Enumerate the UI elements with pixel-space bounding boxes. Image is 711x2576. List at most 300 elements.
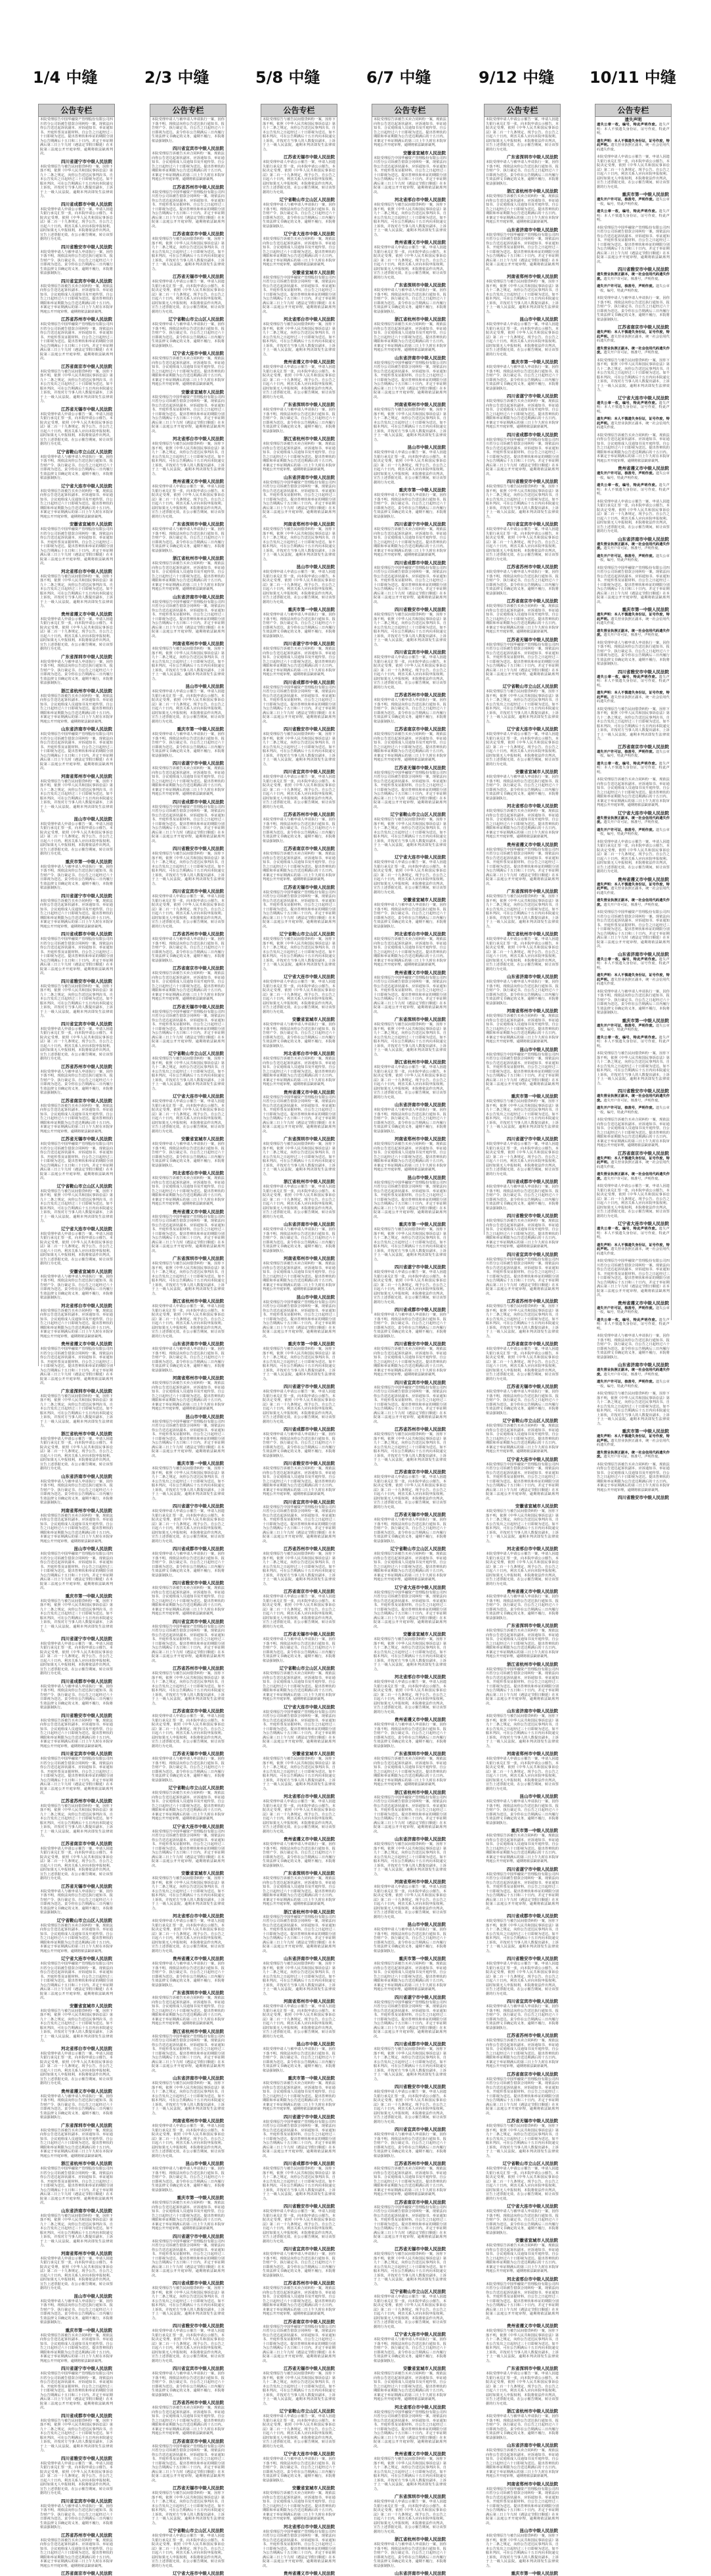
notice-text: 本院受理原告诉被告买卖合同纠纷一案，现依法向你公告送达起诉状副本、应诉通知书、举证通知书、合议庭组成人员通知书及开庭传票。自公告之日起经过六十日即视为送达。提出答辩状的期限和举证期限为公告送达期满后的十五日内。本案定于举证期满后的第三日上午九时在本院审判庭公开开庭审理，逾期将依法缺席裁判。 — [40, 2333, 113, 2363]
notice-court-heading: 安徽省宣城市人民法院 — [403, 150, 446, 156]
notice-text: 本院受理原告诉被告买卖合同纠纷一案，现依法向你公告送达起诉状副本、应诉通知书、举证通知书、合议庭组成人员通知书及开庭传票。自公告之日起经过六十日即视为送达。提出答辩状的期限和举证期限为公告送达期满后的十五日内。本案定于举证期满后的第三日上午九时在本院审判庭公开开庭审理，逾期将依法缺席裁判。 — [152, 971, 225, 1001]
notice-court-heading: 重庆市第一中级人民法院 — [511, 359, 558, 365]
notice-court-heading: 江苏省南京市中级人民法院 — [61, 1840, 112, 1846]
notice-court-heading: 昆山市中级人民法院 — [519, 2528, 558, 2533]
notice-text: 本院受理原告诉被告买卖合同纠纷一案，现依法向你公告送达起诉状副本、应诉通知书、举证通知书、合议庭组成人员通知书及开庭传票。自公告之日起经过六十日即视为送达。提出答辩状的期限和举证期限为公告送达期满后的十五日内。本案定于举证期满后的第三日上午九时在本院审判庭公开开庭审理，逾期将依法缺席裁判。 — [486, 1014, 559, 1044]
notice-text: 本院受理申请人申请公示催告一案，申请人因遗失银行承兑汇票一张，向本院申请公示催告。本院决定受理，依照《中华人民共和国民事诉讼法》第二百一十九条规定，现予公告。自公告之日起六十日内，利害关系人应向本院申报权利。届时如果无人申报权利，本院将依法作出判决，宣告上述票据无效。在公示催告期间，转让该票据的行为无效。 — [597, 1184, 670, 1218]
notice-court-heading: 安徽省宣城市人民法院 — [292, 269, 335, 275]
notice-text: 本院受理原告与被告民间借贷纠纷一案，因你下落不明，依照《中华人民共和国民事诉讼法》第九十二条之规定，向你公告送达民事判决书。自本公告发出之日起经过三十日即视为送达。如不服本判决，可在公告期满后十五日内向本院递交上诉状，并按对方当事人的人数提出副本，上诉于上一级人民法院。逾期本判决即发生法律效力。 — [40, 1599, 113, 1633]
notice-text: 本院受理原告与被告民间借贷纠纷一案，因你下落不明，依照《中华人民共和国民事诉讼法》第九十二条之规定，向你公告送达民事判决书。自本公告发出之日起经过三十日即视为送达。如不服本判决，可在公告期满后十五日内向本院递交上诉状，并按对方当事人的人数提出副本，上诉于上一级人民法院。逾期本判决即发生法律效力。 — [486, 2329, 559, 2363]
notice-court-heading: 江苏省苏州市中级人民法院 — [284, 812, 335, 817]
notice-text: 本院受理原告与被告民间借贷纠纷一案，因你下落不明，依照《中华人民共和国民事诉讼法》第九十二条之规定，向你公告送达民事判决书。自本公告发出之日起经过三十日即视为送达。如不服本判决，可在公告期满后十五日内向本院递交上诉状，并按对方当事人的人数提出副本，上诉于上一级人民法院。逾期本判决即发生法律效力。 — [486, 2534, 559, 2568]
notice-court-heading: 江苏省苏州市中级人民法院 — [284, 1546, 335, 1551]
notice-court-heading: 四川省遂宁市中级人民法院 — [284, 2114, 335, 2120]
notice-text: 本院受理申请人与被申请人申请执行一案，因你下落不明，现依法向你公告送达执行通知书、报告财产令、执行裁定书。自公告之日起经过六十日即视为送达。责令你在公告期满后三日内履行生效法律文书确定的义务，逾期不履行，本院将依法强制执行。 — [374, 698, 446, 724]
notice-court-heading: 江苏省苏州市中级人民法院 — [284, 2280, 335, 2286]
notice-court-heading: 浙江省杭州市中级人民法院 — [395, 2537, 446, 2542]
notice-text: 本院受理原告中国华融资产管理股份有限公司四川省分公司诉被告借款合同纠纷一案，现依法向你公告送达起诉状副本、应诉通知书、举证通知书、开庭传票及证据材料。自公告之日起经过三十日即视为送达。提出答辩状和举证的期限分别为公告期满后十五日和三十日内。并定于举证期满后第三日上午九时（遇法定节假日顺延）在本院第三法庭公开开庭审理，逾期将依法缺席判决。 — [374, 566, 446, 604]
notice-court-heading: 江苏省苏州市中级人民法院 — [395, 1427, 446, 1432]
notice-text: 本院受理原告中国华融资产管理股份有限公司四川省分公司诉被告借款合同纠纷一案，现依法向你公告送达起诉状副本、应诉通知书、举证通知书、开庭传票及证据材料。自公告之日起经过三十日即视为送达。提出答辩状和举证的期限分别为公告期满后十五日和三十日内。并定于举证期满后第三日上午九时（遇法定节假日顺延）在本院第三法庭公开开庭审理，逾期将依法缺席判决。 — [40, 2167, 113, 2205]
notice-court-heading: 广东省深圳市中级人民法院 — [507, 2366, 558, 2371]
notice-court-heading: 河北省邢台市中级人民法院 — [395, 2404, 446, 2410]
lost-item: 遗失公章一枚，编号，特此声明作废。遗失声明：本人不慎遗失身份证，证号作废，特此声明。 — [597, 761, 670, 774]
lost-item: 遗失声明：本人不慎遗失身份证，证号作废，特此声明。遗失营业执照正副本，统一社会信用代码遗失作废。 — [597, 330, 670, 343]
notice-court-heading: 江苏省南京市中级人民法院 — [173, 2438, 224, 2444]
column-c5 — [479, 0, 561, 2576]
notice-court-heading: 四川省雅安市中级人民法院 — [61, 978, 112, 984]
notice-court-heading: 江苏省苏州市中级人民法院 — [61, 1063, 112, 1069]
notice-court-heading: 昆山市中级人民法院 — [519, 1794, 558, 1799]
notice-text: 本院受理申请人与被申请人申请执行一案，因你下落不明，现依法向你公告送达执行通知书、报告财产令、执行裁定书。自公告之日起经过六十日即视为送达。责令你在公告期满后三日内履行生效法律文书确定的义务，逾期不履行，本院将依法强制执行。 — [40, 1274, 113, 1300]
notice-court-heading: 广东省深圳市中级人民法院 — [395, 1751, 446, 1756]
notice-court-heading: 重庆市第一中级人民法院 — [288, 2076, 335, 2081]
notice-text: 本院受理原告与被告民间借贷纠纷一案，因你下落不明，依照《中华人民共和国民事诉讼法》第九十二条之规定，向你公告送达民事判决书。自本公告发出之日起经过三十日即视为送达。如不服本判决，可在公告期满后十五日内向本院递交上诉状，并按对方当事人的人数提出副本，上诉于上一级人民法院。逾期本判决即发生法律效力。 — [263, 527, 335, 562]
notice-court-heading: 贵州省遵义市中级人民法院 — [284, 2571, 335, 2576]
column-title: 6/7 中缝 — [366, 68, 431, 87]
notice-text: 本院受理原告与被告民间借贷纠纷一案，因你下落不明，依照《中华人民共和国民事诉讼法》第九十二条之规定，向你公告送达民事判决书。自本公告发出之日起经过三十日即视为送达。如不服本判决，可在公告期满后十五日内向本院递交上诉状，并按对方当事人的人数提出副本，上诉于上一级人民法院。逾期本判决即发生法律效力。 — [152, 1262, 225, 1296]
notice-court-heading: 辽宁省鞍山市立山区人民法院 — [168, 2528, 224, 2533]
notice-court-heading: 河北省邢台市中级人民法院 — [507, 1546, 558, 1551]
notice-text: 本院受理原告诉被告买卖合同纠纷一案，现依法向你公告送达起诉状副本、应诉通知书、举证通知书、合议庭组成人员通知书及开庭传票。自公告之日起经过六十日即视为送达。提出答辩状的期限和举证期限为公告送达期满后的十五日内。本案定于举证期满后的第三日上午九时在本院审判庭公开开庭审理，逾期将依法缺席裁判。 — [374, 2167, 446, 2196]
notice-text: 本院受理原告诉被告买卖合同纠纷一案，现依法向你公告送达起诉状副本、应诉通知书、举证通知书、合议庭组成人员通知书及开庭传票。自公告之日起经过六十日即视为送达。提出答辩状的期限和举证期限为公告送达期满后的十五日内。本案定于举证期满后的第三日上午九时在本院审判庭公开开庭审理，逾期将依法缺席裁判。 — [374, 1962, 446, 1991]
notice-court-heading: 山东省济南市中级人民法院 — [173, 594, 224, 600]
notice-court-heading: 江苏省无锡市中级人民法院 — [173, 274, 224, 279]
notice-court-heading: 山东省济南市中级人民法院 — [395, 355, 446, 361]
notice-court-heading: 安徽省宣城市人民法院 — [292, 1017, 335, 1022]
notice-text: 本院受理申请人申请公示催告一案，申请人因遗失银行承兑汇票一张，向本院申请公示催告。本院决定受理，依照《中华人民共和国民事诉讼法》第二百一十九条规定，现予公告。自公告之日起六十日内，利害关系人应向本院申报权利。届时如果无人申报权利，本院将依法作出判决，宣告上述票据无效。在公示催告期间，转让该票据的行为无效。 — [40, 207, 113, 241]
notice-court-heading: 广东省深圳市中级人民法院 — [284, 1136, 335, 1142]
notice-court-heading: 广东省深圳市中级人民法院 — [284, 1871, 335, 1876]
notice-court-heading: 江苏省南京市中级人民法院 — [395, 1469, 446, 1475]
notice-court-heading: 四川省遂宁市中级人民法院 — [61, 2366, 112, 2371]
notice-court-heading: 四川省雅安市中级人民法院 — [618, 669, 669, 675]
notice-court-heading: 河北省邢台市中级人民法院 — [395, 931, 446, 937]
notice-court-heading: 安徽省宣城市人民法院 — [181, 389, 224, 395]
notice-text: 本院受理原告与被告民间借贷纠纷一案，因你下落不明，依照《中华人民共和国民事诉讼法》第九十二条之规定，向你公告送达民事判决书。自本公告发出之日起经过三十日即视为送达。如不服本判决，可在公告期满后十五日内向本院递交上诉状，并按对方当事人的人数提出副本，上诉于上一级人民法院。逾期本判决即发生法律效力。 — [374, 1637, 446, 1672]
notice-text: 本院受理原告诉被告买卖合同纠纷一案，现依法向你公告送达起诉状副本、应诉通知书、举证通知书、合议庭组成人员通知书及开庭传票。自公告之日起经过六十日即视为送达。提出答辩状的期限和举证期限为公告送达期满后的十五日内。本案定于举证期满后的第三日上午九时在本院审判庭公开开庭审理，逾期将依法缺席裁判。 — [486, 1424, 559, 1454]
notice-court-heading: 四川省宜宾市中级人民法院 — [395, 1379, 446, 1385]
notice-text: 本院受理原告诉被告买卖合同纠纷一案，现依法向你公告送达起诉状副本、应诉通知书、举证通知书、合议庭组成人员通知书及开庭传票。自公告之日起经过六十日即视为送达。提出答辩状的期限和举证期限为公告送达期满后的十五日内。本案定于举证期满后的第三日上午九时在本院审判庭公开开庭审理，逾期将依法缺席裁判。 — [486, 604, 559, 634]
lost-item: 遗失声明：本人不慎遗失身份证，证号作废，特此声明。遗失营业执照正副本，统一社会信用代码遗失作废。 — [597, 1434, 670, 1447]
column-body — [150, 117, 226, 2576]
notice-court-heading: 贵州省遵义市中级人民法院 — [61, 611, 112, 617]
notice-text: 本院受理申请人申请公示催告一案，申请人因遗失银行承兑汇票一张，向本院申请公示催告。本院决定受理，依照《中华人民共和国民事诉讼法》第二百一十九条规定，现予公告。自公告之日起六十日内，利害关系人应向本院申报权利。届时如果无人申报权利，本院将依法作出判决，宣告上述票据无效。在公示催告期间，转让该票据的行为无效。 — [263, 1390, 335, 1424]
notice-text: 本院受理原告中国华融资产管理股份有限公司四川省分公司诉被告借款合同纠纷一案，现依法向你公告送达起诉状副本、应诉通知书、举证通知书、开庭传票及证据材料。自公告之日起经过三十日即视为送达。提出答辩状和举证的期限分别为公告期满后十五日和三十日内。并定于举证期满后第三日上午九时（遇法定节假日顺延）在本院第三法庭公开开庭审理，逾期将依法缺席判决。 — [486, 437, 559, 476]
notice-text: 本院受理原告诉被告买卖合同纠纷一案，现依法向你公告送达起诉状副本、应诉通知书、举证通知书、合议庭组成人员通知书及开庭传票。自公告之日起经过六十日即视为送达。提出答辩状的期限和举证期限为公告送达期满后的十五日内。本案定于举证期满后的第三日上午九时在本院审判庭公开开庭审理，逾期将依法缺席裁判。 — [597, 433, 670, 463]
notice-court-heading: 辽宁省鞍山市立山区人民法院 — [279, 2409, 335, 2414]
notice-court-heading: 四川省遂宁市中级人民法院 — [507, 1866, 558, 1872]
notice-court-heading: 浙江省杭州市中级人民法院 — [284, 1179, 335, 1184]
notice-court-heading: 辽宁省大连市中级人民法院 — [173, 2571, 224, 2576]
lost-item: 遗失营业执照正副本，统一社会信用代码遗失作废。遗失开户许可证，核准号，声明作废。 — [597, 1368, 670, 1377]
notice-text: 本院受理原告诉被告买卖合同纠纷一案，现依法向你公告送达起诉状副本、应诉通知书、举证通知书、合议庭组成人员通知书及开庭传票。自公告之日起经过六十日即视为送达。提出答辩状的期限和举证期限为公告送达期满后的十五日内。本案定于举证期满后的第三日上午九时在本院审判庭公开开庭审理，逾期将依法缺席裁判。 — [263, 852, 335, 881]
notice-text: 本院受理原告与被告民间借贷纠纷一案，因你下落不明，依照《中华人民共和国民事诉讼法》第九十二条之规定，向你公告送达民事判决书。自本公告发出之日起经过三十日即视为送达。如不服本判决，可在公告期满后十五日内向本院递交上诉状，并按对方当事人的人数提出副本，上诉于上一级人民法院。逾期本判决即发生法律效力。 — [374, 613, 446, 647]
notice-text: 本院受理申请人申请公示催告一案，申请人因遗失银行承兑汇票一张，向本院申请公示催告。本院决定受理，依照《中华人民共和国民事诉讼法》第二百一十九条规定，现予公告。自公告之日起六十日内，利害关系人应向本院申报权利。届时如果无人申报权利，本院将依法作出判决，宣告上述票据无效。在公示催告期间，转让该票据的行为无效。 — [263, 1595, 335, 1629]
notice-text: 本院受理原告中国华融资产管理股份有限公司四川省分公司诉被告借款合同纠纷一案，现依法向你公告送达起诉状副本、应诉通知书、举证通知书、开庭传票及证据材料。自公告之日起经过三十日即视为送达。提出答辩状和举证的期限分别为公告期满后十五日和三十日内。并定于举证期满后第三日上午九时（遇法定节假日顺延）在本院第三法庭公开开庭审理，逾期将依法缺席判决。 — [263, 275, 335, 314]
lost-item: 遗失声明：本人不慎遗失身份证，证号作废，特此声明。遗失营业执照正副本，统一社会信用代码遗失作废。 — [597, 139, 670, 152]
notice-court-heading: 四川省宜宾市中级人民法院 — [173, 146, 224, 151]
notice-text: 本院受理申请人与被申请人申请执行一案，因你下落不明，现依法向你公告送达执行通知书、报告财产令、执行裁定书。自公告之日起经过六十日即视为送达。责令你在公告期满后三日内履行生效法律文书确定的义务，逾期不履行，本院将依法强制执行。 — [152, 1142, 225, 1168]
notice-text: 本院受理申请人申请公示催告一案，申请人因遗失银行承兑汇票一张，向本院申请公示催告。本院决定受理，依照《中华人民共和国民事诉讼法》第二百一十九条规定，现予公告。自公告之日起六十日内，利害关系人应向本院申报权利。届时如果无人申报权利，本院将依法作出判决，宣告上述票据无效。在公示催告期间，转让该票据的行为无效。 — [40, 822, 113, 856]
notice-court-heading: 四川省遂宁市中级人民法院 — [173, 761, 224, 766]
notice-text: 本院受理原告诉被告买卖合同纠纷一案，现依法向你公告送达起诉状副本、应诉通知书、举证通知书、合议庭组成人员通知书及开庭传票。自公告之日起经过六十日即视为送达。提出答辩状的期限和举证期限为公告送达期满后的十五日内。本案定于举证期满后的第三日上午九时在本院审判庭公开开庭审理，逾期将依法缺席裁判。 — [486, 2039, 559, 2068]
column-body — [595, 117, 672, 1500]
notice-text: 本院受理原告诉被告买卖合同纠纷一案，现依法向你公告送达起诉状副本、应诉通知书、举证通知书、合议庭组成人员通知书及开庭传票。自公告之日起经过六十日即视为送达。提出答辩状的期限和举证期限为公告送达期满后的十五日内。本案定于举证期满后的第三日上午九时在本院审判庭公开开庭审理，逾期将依法缺席裁判。 — [152, 766, 225, 796]
notice-text: 本院受理申请人与被申请人申请执行一案，因你下落不明，现依法向你公告送达执行通知书、报告财产令、执行裁定书。自公告之日起经过六十日即视为送达。责令你在公告期满后三日内履行生效法律文书确定的义务，逾期不履行，本院将依法强制执行。 — [263, 613, 335, 638]
notice-court-heading: 四川省遂宁市中级人民法院 — [507, 1136, 558, 1142]
notice-text: 本院受理原告中国华融资产管理股份有限公司四川省分公司诉被告借款合同纠纷一案，现依法向你公告送达起诉状副本、应诉通知书、举证通知书、开庭传票及证据材料。自公告之日起经过三十日即视为送达。提出答辩状和举证的期限分别为公告期满后十五日和三十日内。并定于举证期满后第三日上午九时（遇法定节假日顺延）在本院第三法庭公开开庭审理，逾期将依法缺席判决。 — [263, 480, 335, 519]
notice-text: 本院受理申请人申请公示催告一案，申请人因遗失银行承兑汇票一张，向本院申请公示催告。本院决定受理，依照《中华人民共和国民事诉讼法》第二百一十九条规定，现予公告。自公告之日起六十日内，利害关系人应向本院申报权利。届时如果无人申报权利，本院将依法作出判决，宣告上述票据无效。在公示催告期间，转让该票据的行为无效。 — [40, 617, 113, 651]
notice-court-heading: 四川省成都市中级人民法院 — [284, 679, 335, 685]
notice-text: 本院受理申请人与被申请人申请执行一案，因你下落不明，现依法向你公告送达执行通知书、报告财产令、执行裁定书。自公告之日起经过六十日即视为送达。责令你在公告期满后三日内履行生效法律文书确定的义务，逾期不履行，本院将依法强制执行。 — [486, 1595, 559, 1620]
notice-text: 本院受理申请人与被申请人申请执行一案，因你下落不明，现依法向你公告送达执行通知书、报告财产令、执行裁定书。自公告之日起经过六十日即视为送达。责令你在公告期满后三日内履行生效法律文书确定的义务，逾期不履行，本院将依法强制执行。 — [374, 903, 446, 929]
notice-court-heading: 浙江省杭州市中级人民法院 — [284, 436, 335, 441]
notice-text: 本院受理申请人与被申请人申请执行一案，因你下落不明，现依法向你公告送达执行通知书、报告财产令、执行裁定书。自公告之日起经过六十日即视为送达。责令你在公告期满后三日内履行生效法律文书确定的义务，逾期不履行，本院将依法强制执行。 — [263, 1228, 335, 1253]
notice-court-heading: 山东省济南市中级人民法院 — [284, 1222, 335, 1227]
notice-court-heading: 江苏省苏州市中级人民法院 — [61, 2532, 112, 2538]
notice-court-heading: 河北省邢台市中级人民法院 — [284, 317, 335, 322]
notice-text: 本院受理申请人申请公示催告一案，申请人因遗失银行承兑汇票一张，向本院申请公示催告。本院决定受理，依照《中华人民共和国民事诉讼法》第二百一十九条规定，现予公告。自公告之日起六十日内，利害关系人应向本院申报权利。届时如果无人申报权利，本院将依法作出判决，宣告上述票据无效。在公示催告期间，转让该票据的行为无效。 — [152, 2534, 225, 2568]
column-body — [484, 117, 561, 2576]
notice-text: 本院受理申请人与被申请人申请执行一案，因你下落不明，现依法向你公告送达执行通知书、报告财产令、执行裁定书。自公告之日起经过六十日即视为送达。责令你在公告期满后三日内履行生效法律文书确定的义务，逾期不履行，本院将依法强制执行。 — [263, 2457, 335, 2483]
notice-court-heading: 广东省深圳市中级人民法院 — [395, 282, 446, 288]
notice-court-heading: 辽宁省鞍山市立山区人民法院 — [168, 1051, 224, 1056]
notice-text: 本院受理原告中国华融资产管理股份有限公司四川省分公司诉被告借款合同纠纷一案，现依法向你公告送达起诉状副本、应诉通知书、举证通知书、开庭传票及证据材料。自公告之日起经过三十日即视为送达。提出答辩状和举证的期限分别为公告期满后十五日和三十日内。并定于举证期满后第三日上午九时（遇法定节假日顺延）在本院第三法庭公开开庭审理，逾期将依法缺席判决。 — [486, 847, 559, 886]
notice-text: 本院受理原告诉被告买卖合同纠纷一案，现依法向你公告送达起诉状副本、应诉通知书、举证通知书、合议庭组成人员通知书及开庭传票。自公告之日起经过六十日即视为送达。提出答辩状的期限和举证期限为公告送达期满后的十五日内。本案定于举证期满后的第三日上午九时在本院审判庭公开开庭审理，逾期将依法缺席裁判。 — [152, 562, 225, 591]
notice-text: 本院受理申请人申请公示催告一案，申请人因遗失银行承兑汇票一张，向本院申请公示催告。本院决定受理，依照《中华人民共和国民事诉讼法》第二百一十九条规定，现予公告。自公告之日起六十日内，利害关系人应向本院申报权利。届时如果无人申报权利，本院将依法作出判决，宣告上述票据无效。在公示催告期间，转让该票据的行为无效。 — [152, 690, 225, 724]
notice-text: 本院受理原告中国华融资产管理股份有限公司四川省分公司诉被告借款合同纠纷一案，现依法向你公告送达起诉状副本、应诉通知书、举证通知书、开庭传票及证据材料。自公告之日起经过三十日即视为送达。提出答辩状和举证的期限分别为公告期满后十五日和三十日内。并定于举证期满后第三日上午九时（遇法定节假日顺延）在本院第三法庭公开开庭审理，逾期将依法缺席判决。 — [374, 1590, 446, 1629]
notice-court-heading: 山东省济南市中级人民法院 — [395, 1102, 446, 1107]
notice-court-heading: 江苏省无锡市中级人民法院 — [173, 1004, 224, 1010]
notice-court-heading: 河南省郑州市中级人民法院 — [395, 402, 446, 407]
notice-text: 本院受理原告诉被告买卖合同纠纷一案，现依法向你公告送达起诉状副本、应诉通知书、举证通知书、合议庭组成人员通知书及开庭传票。自公告之日起经过六十日即视为送达。提出答辩状的期限和举证期限为公告送达期满后的十五日内。本案定于举证期满后的第三日上午九时在本院审判庭公开开庭审理，逾期将依法缺席裁判。 — [263, 442, 335, 472]
notice-text: 本院受理原告中国华融资产管理股份有限公司四川省分公司诉被告借款合同纠纷一案，现依法向你公告送达起诉状副本、应诉通知书、举证通知书、开庭传票及证据材料。自公告之日起经过三十日即视为送达。提出答辩状和举证的期限分别为公告期满后十五日和三十日内。并定于举证期满后第三日上午九时（遇法定节假日顺延）在本院第三法庭公开开庭审理，逾期将依法缺席判决。 — [40, 937, 113, 975]
notice-text: 本院受理原告中国华融资产管理股份有限公司四川省分公司诉被告借款合同纠纷一案，现依法向你公告送达起诉状副本、应诉通知书、举证通知书、开庭传票及证据材料。自公告之日起经过三十日即视为送达。提出答辩状和举证的期限分别为公告期满后十五日和三十日内。并定于举证期满后第三日上午九时（遇法定节假日顺延）在本院第三法庭公开开庭审理，逾期将依法缺席判决。 — [263, 1915, 335, 1953]
notice-text: 本院受理原告中国华融资产管理股份有限公司四川省分公司诉被告借款合同纠纷一案，现依法向你公告送达起诉状副本、应诉通知书、举证通知书、开庭传票及证据材料。自公告之日起经过三十日即视为送达。提出答辩状和举证的期限分别为公告期满后十五日和三十日内。并定于举证期满后第三日上午九时（遇法定节假日顺延）在本院第三法庭公开开庭审理，逾期将依法缺席判决。 — [486, 2077, 559, 2116]
notice-text: 本院受理原告中国华融资产管理股份有限公司四川省分公司诉被告借款合同纠纷一案，现依法向你公告送达起诉状副本、应诉通知书、举证通知书、开庭传票及证据材料。自公告之日起经过三十日即视为送达。提出答辩状和举证的期限分别为公告期满后十五日和三十日内。并定于举证期满后第三日上午九时（遇法定节假日顺延）在本院第三法庭公开开庭审理，逾期将依法缺席判决。 — [374, 975, 446, 1014]
notice-court-heading: 四川省宜宾市中级人民法院 — [507, 1999, 558, 2004]
notice-court-heading: 浙江省杭州市中级人民法院 — [284, 1909, 335, 1915]
notice-text: 本院受理申请人与被申请人申请执行一案，因你下落不明，现依法向你公告送达执行通知书、报告财产令、执行裁定书。自公告之日起经过六十日即视为送达。责令你在公告期满后三日内履行生效法律文书确定的义务，逾期不履行，本院将依法强制执行。 — [374, 2543, 446, 2568]
notice-text: 本院受理原告诉被告买卖合同纠纷一案，现依法向你公告送达起诉状副本、应诉通知书、举证通知书、合议庭组成人员通知书及开庭传票。自公告之日起经过六十日即视为送达。提出答辩状的期限和举证期限为公告送达期满后的十五日内。本案定于举证期满后的第三日上午九时在本院审判庭公开开庭审理，逾期将依法缺席裁判。 — [263, 1057, 335, 1086]
column-header-bar: 公告专栏 — [150, 104, 226, 117]
column-header-bar: 公告专栏 — [484, 104, 561, 117]
notice-court-heading: 贵州省遵义市中级人民法院 — [507, 1589, 558, 1594]
notice-court-heading: 四川省雅安市中级人民法院 — [284, 1461, 335, 1466]
notice-text: 本院受理原告中国华融资产管理股份有限公司四川省分公司诉被告借款合同纠纷一案，现依法向你公告送达起诉状副本、应诉通知书、举证通知书、开庭传票及证据材料。自公告之日起经过三十日即视为送达。提出答辩状和举证的期限分别为公告期满后十五日和三十日内。并定于举证期满后第三日上午九时（遇法定节假日顺延）在本院第三法庭公开开庭审理，逾期将依法缺席判决。 — [374, 2000, 446, 2039]
notice-court-heading: 重庆市第一中级人民法院 — [65, 1593, 112, 1599]
notice-text: 本院受理申请人申请公示催告一案，申请人因遗失银行承兑汇票一张，向本院申请公示催告。本院决定受理，依照《中华人民共和国民事诉讼法》第二百一十九条规定，现予公告。自公告之日起六十日内，利害关系人应向本院申报权利。届时如果无人申报权利，本院将依法作出判决，宣告上述票据无效。在公示催告期间，转让该票据的行为无效。 — [597, 155, 670, 189]
notice-text: 本院受理申请人申请公示催告一案，申请人因遗失银行承兑汇票一张，向本院申请公示催告。本院决定受理，依照《中华人民共和国民事诉讼法》第二百一十九条规定，现予公告。自公告之日起六十日内，利害关系人应向本院申报权利。届时如果无人申报权利，本院将依法作出判决，宣告上述票据无效。在公示催告期间，转让该票据的行为无效。 — [374, 246, 446, 280]
notice-court-heading: 辽宁省大连市中级人民法院 — [61, 1226, 112, 1232]
notice-court-heading: 昆山市中级人民法院 — [74, 816, 112, 822]
notice-text: 本院受理申请人申请公示催告一案，申请人因遗失银行承兑汇票一张，向本院申请公示催告。本院决定受理，依照《中华人民共和国民事诉讼法》第二百一十九条规定，现予公告。自公告之日起六十日内，利害关系人应向本院申报权利。届时如果无人申报权利，本院将依法作出判决，宣告上述票据无效。在公示催告期间，转让该票据的行为无效。 — [263, 2414, 335, 2449]
notice-text: 本院受理原告与被告民间借贷纠纷一案，因你下落不明，依照《中华人民共和国民事诉讼法》第九十二条之规定，向你公告送达民事判决书。自本公告发出之日起经过三十日即视为送达。如不服本判决，可在公告期满后十五日内向本院递交上诉状，并按对方当事人的人数提出副本，上诉于上一级人民法院。逾期本判决即发生法律效力。 — [597, 1392, 670, 1426]
notice-text: 本院受理原告中国华融资产管理股份有限公司四川省分公司诉被告借款合同纠纷一案，现依法向你公告送达起诉状副本、应诉通知书、举证通知书、开庭传票及证据材料。自公告之日起经过三十日即视为送达。提出答辩状和举证的期限分别为公告期满后十五日和三十日内。并定于举证期满后第三日上午九时（遇法定节假日顺延）在本院第三法庭公开开庭审理，逾期将依法缺席判决。 — [486, 1462, 559, 1501]
notice-court-heading: 贵州省遵义市中级人民法院 — [395, 240, 446, 245]
notice-text: 本院受理原告诉被告买卖合同纠纷一案，现依法向你公告送达起诉状副本、应诉通知书、举证通知书、合议庭组成人员通知书及开庭传票。自公告之日起经过六十日即视为送达。提出答辩状的期限和举证期限为公告送达期满后的十五日内。本案定于举证期满后的第三日上午九时在本院审判庭公开开庭审理，逾期将依法缺席裁判。 — [486, 194, 559, 224]
notice-text: 本院受理原告中国华融资产管理股份有限公司四川省分公司诉被告借款合同纠纷一案，现依法向你公告送达起诉状副本、应诉通知书、举证通知书、开庭传票及证据材料。自公告之日起经过三十日即视为送达。提出答辩状和举证的期限分别为公告期满后十五日和三十日内。并定于举证期满后第三日上午九时（遇法定节假日顺延）在本院第三法庭公开开庭审理，逾期将依法缺席判决。 — [486, 1052, 559, 1091]
notice-court-heading: 山东省济南市中级人民法院 — [173, 2076, 224, 2081]
notice-text: 本院受理申请人与被申请人申请执行一案，因你下落不明，现依法向你公告送达执行通知书、报告财产令、执行裁定书。自公告之日起经过六十日即视为送达。责令你在公告期满后三日内履行生效法律文书确定的义务，逾期不履行，本院将依法强制执行。 — [374, 1723, 446, 1748]
notice-court-heading: 河北省邢台市中级人民法院 — [173, 1913, 224, 1919]
notice-text: 本院受理原告与被告民间借贷纠纷一案，因你下落不明，依照《中华人民共和国民事诉讼法》第九十二条之规定，向你公告送达民事判决书。自本公告发出之日起经过三十日即视为送达。如不服本判决，可在公告期满后十五日内向本院递交上诉状，并按对方当事人的人数提出副本，上诉于上一级人民法院。逾期本判决即发生法律效力。 — [263, 1552, 335, 1586]
notice-court-heading: 四川省雅安市中级人民法院 — [507, 1956, 558, 1961]
notice-text: 本院受理原告与被告民间借贷纠纷一案，因你下落不明，依照《中华人民共和国民事诉讼法》第九十二条之规定，向你公告送达民事判决书。自本公告发出之日起经过三十日即视为送达。如不服本判决，可在公告期满后十五日内向本院递交上诉状，并按对方当事人的人数提出副本，上诉于上一级人民法院。逾期本判决即发生法律效力。 — [374, 1432, 446, 1467]
notice-text: 本院受理原告与被告民间借贷纠纷一案，因你下落不明，依照《中华人民共和国民事诉讼法》第九十二条之规定，向你公告送达民事判决书。自本公告发出之日起经过三十日即视为送达。如不服本判决，可在公告期满后十五日内向本院递交上诉状，并按对方当事人的人数提出副本，上诉于上一级人民法院。逾期本判决即发生法律效力。 — [152, 2491, 225, 2525]
notice-court-heading: 河南省郑州市中级人民法院 — [173, 2118, 224, 2123]
notice-text: 本院受理原告中国华融资产管理股份有限公司四川省分公司诉被告借款合同纠纷一案，现依法向你公告送达起诉状副本、应诉通知书、举证通知书、开庭传票及证据材料。自公告之日起经过三十日即视为送达。提出答辩状和举证的期限分别为公告期满后十五日和三十日内。并定于举证期满后第三日上午九时（遇法定节假日顺延）在本院第三法庭公开开庭审理，逾期将依法缺席判决。 — [152, 1419, 225, 1458]
notice-text: 本院受理原告中国华融资产管理股份有限公司四川省分公司诉被告借款合同纠纷一案，现依法向你公告送达起诉状副本、应诉通知书、举证通知书、开庭传票及证据材料。自公告之日起经过三十日即视为送达。提出答辩状和举证的期限分别为公告期满后十五日和三十日内。并定于举证期满后第三日上午九时（遇法定节假日顺延）在本院第三法庭公开开庭审理，逾期将依法缺席判决。 — [152, 600, 225, 638]
notice-text: 本院受理申请人申请公示催告一案，申请人因遗失银行承兑汇票一张，向本院申请公示催告。本院决定受理，依照《中华人民共和国民事诉讼法》第二百一十九条规定，现予公告。自公告之日起六十日内，利害关系人应向本院申报权利。届时如果无人申报权利，本院将依法作出判决，宣告上述票据无效。在公示催告期间，转让该票据的行为无效。 — [263, 2005, 335, 2039]
notice-text: 本院受理原告诉被告买卖合同纠纷一案，现依法向你公告送达起诉状副本、应诉通知书、举证通知书、合议庭组成人员通知书及开庭传票。自公告之日起经过六十日即视为送达。提出答辩状的期限和举证期限为公告送达期满后的十五日内。本案定于举证期满后的第三日上午九时在本院审判庭公开开庭审理，逾期将依法缺席裁判。 — [263, 2286, 335, 2316]
notice-court-heading: 山东省济南市中级人民法院 — [284, 1956, 335, 1961]
lost-item: 遗失声明：本人不慎遗失身份证，证号作废，特此声明。遗失营业执照正副本，统一社会信用代码遗失作废。 — [597, 417, 670, 430]
notice-court-heading: 四川省成都市中级人民法院 — [284, 1427, 335, 1432]
notice-court-heading: 山东省济南市中级人民法院 — [61, 2208, 112, 2213]
notice-court-heading: 四川省成都市中级人民法院 — [507, 1179, 558, 1184]
notice-court-heading: 贵州省遵义市中级人民法院 — [61, 1341, 112, 1346]
notice-court-heading: 河北省邢台市中级人民法院 — [61, 568, 112, 574]
notice-court-heading: 安徽省宣城市人民法院 — [292, 2485, 335, 2491]
notice-text: 本院受理原告与被告民间借贷纠纷一案，因你下落不明，依照《中华人民共和国民事诉讼法》第九十二条之规定，向你公告送达民事判决书。自本公告发出之日起经过三十日即视为送达。如不服本判决，可在公告期满后十五日内向本院递交上诉状，并按对方当事人的人数提出副本，上诉于上一级人民法院。逾期本判决即发生法律效力。 — [486, 485, 559, 519]
notice-court-heading: 四川省成都市中级人民法院 — [61, 931, 112, 937]
notice-text: 本院受理原告与被告民间借贷纠纷一案，因你下落不明，依照《中华人民共和国民事诉讼法》第九十二条之规定，向你公告送达民事判决书。自本公告发出之日起经过三十日即视为送达。如不服本判决，可在公告期满后十五日内向本院递交上诉状，并按对方当事人的人数提出副本，上诉于上一级人民法院。逾期本判决即发生法律效力。 — [486, 690, 559, 724]
notice-court-heading: 贵州省遵义市中级人民法院 — [61, 2088, 112, 2094]
lost-item: 遗失开户许可证，核准号，声明作废。遗失公章一枚，编号，特此声明作废。 — [597, 749, 670, 758]
notice-text: 本院受理原告诉被告买卖合同纠纷一案，现依法向你公告送达起诉状副本、应诉通知书、举证通知书、合议庭组成人员通知书及开庭传票。自公告之日起经过六十日即视为送达。提出答辩状的期限和举证期限为公告送达期满后的十五日内。本案定于举证期满后的第三日上午九时在本院审判庭公开开庭审理，逾期将依法缺席裁判。 — [374, 1552, 446, 1582]
notice-court-heading: 昆山市中级人民法院 — [519, 317, 558, 322]
notice-court-heading: 河北省邢台市中级人民法院 — [61, 1302, 112, 1308]
lost-item: 遗失营业执照正副本，统一社会信用代码遗失作废。遗失开户许可证，核准号，声明作废。 — [597, 629, 670, 637]
notice-text: 本院受理原告诉被告买卖合同纠纷一案，现依法向你公告送达起诉状副本、应诉通知书、举证通知书、合议庭组成人员通知书及开庭传票。自公告之日起经过六十日即视为送达。提出答辩状的期限和举证期限为公告送达期满后的十五日内。本案定于举证期满后的第三日上午九时在本院审判庭公开开庭审理，逾期将依法缺席裁判。 — [40, 2538, 113, 2568]
notice-court-heading: 四川省遂宁市中级人民法院 — [395, 522, 446, 527]
column-c4 — [366, 0, 448, 2576]
column-c3 — [255, 0, 337, 2576]
lost-item: 遗失营业执照正副本，统一社会信用代码遗失作废。遗失开户许可证，核准号，声明作废。 — [597, 346, 670, 355]
notice-court-heading: 昆山市中级人民法院 — [407, 1174, 446, 1180]
notice-text: 本院受理申请人申请公示催告一案，申请人因遗失银行承兑汇票一张，向本院申请公示催告。本院决定受理，依照《中华人民共和国民事诉讼法》第二百一十九条规定，现予公告。自公告之日起六十日内，利害关系人应向本院申报权利。届时如果无人申报权利，本院将依法作出判决，宣告上述票据无效。在公示催告期间，转让该票据的行为无效。 — [40, 2051, 113, 2085]
notice-text: 本院受理原告中国华融资产管理股份有限公司四川省分公司诉被告借款合同纠纷一案，现依法向你公告送达起诉状副本、应诉通知书、举证通知书、开庭传票及证据材料。自公告之日起经过三十日即视为送达。提出答辩状和举证的期限分别为公告期满后十五日和三十日内。并定于举证期满后第三日上午九时（遇法定节假日顺延）在本院第三法庭公开开庭审理，逾期将依法缺席判决。 — [374, 2410, 446, 2449]
notice-text: 本院受理原告诉被告买卖合同纠纷一案，现依法向你公告送达起诉状副本、应诉通知书、举证通知书、合议庭组成人员通知书及开庭传票。自公告之日起经过六十日即视为送达。提出答辩状的期限和举证期限为公告送达期满后的十五日内。本案定于举证期满后的第三日上午九时在本院审判庭公开开庭审理，逾期将依法缺席裁判。 — [486, 2244, 559, 2273]
notice-text: 本院受理申请人与被申请人申请执行一案，因你下落不明，现依法向你公告送达执行通知书、报告财产令、执行裁定书。自公告之日起经过六十日即视为送达。责令你在公告期满后三日内履行生效法律文书确定的义务，逾期不履行，本院将依法强制执行。 — [486, 775, 559, 801]
notice-court-heading: 江苏省南京市中级人民法院 — [284, 1589, 335, 1594]
notice-text: 本院受理申请人申请公示催告一案，申请人因遗失银行承兑汇票一张，向本院申请公示催告。本院决定受理，依照《中华人民共和国民事诉讼法》第二百一十九条规定，现予公告。自公告之日起六十日内，利害关系人应向本院申报权利。届时如果无人申报权利，本院将依法作出判决，宣告上述票据无效。在公示催告期间，转让该票据的行为无效。 — [152, 2329, 225, 2363]
notice-text: 本院受理申请人申请公示催告一案，申请人因遗失银行承兑汇票一张，向本院申请公示催告。本院决定受理，依照《中华人民共和国民事诉讼法》第二百一十九条规定，现予公告。自公告之日起六十日内，利害关系人应向本院申报权利。届时如果无人申报权利，本院将依法作出判决，宣告上述票据无效。在公示催告期间，转让该票据的行为无效。 — [152, 2124, 225, 2158]
notice-text: 本院受理原告诉被告买卖合同纠纷一案，现依法向你公告送达起诉状副本、应诉通知书、举证通知书、合议庭组成人员通知书及开庭传票。自公告之日起经过六十日即视为送达。提出答辩状的期限和举证期限为公告送达期满后的十五日内。本案定于举证期满后的第三日上午九时在本院审判庭公开开庭审理，逾期将依法缺席裁判。 — [40, 284, 113, 314]
notice-text: 本院受理申请人与被申请人申请执行一案，因你下落不明，现依法向你公告送达执行通知书、报告财产令、执行裁定书。自公告之日起经过六十日即视为送达。责令你在公告期满后三日内履行生效法律文书确定的义务，逾期不履行，本院将依法强制执行。 — [597, 989, 670, 1015]
notice-court-heading: 重庆市第一中级人民法院 — [622, 1429, 669, 1434]
notice-text: 本院受理原告诉被告买卖合同纠纷一案，现依法向你公告送达起诉状副本、应诉通知书、举证通知书、合议庭组成人员通知书及开庭传票。自公告之日起经过六十日即视为送达。提出答辩状的期限和举证期限为公告送达期满后的十五日内。本案定于举证期满后的第三日上午九时在本院审判庭公开开庭审理，逾期将依法缺席裁判。 — [40, 1308, 113, 1339]
column-c6 — [590, 0, 676, 1500]
lost-item: 遗失公章一枚，编号，特此声明作废。遗失声明：本人不慎遗失身份证，证号作废，特此声明。 — [597, 1035, 670, 1048]
notice-text: 本院受理原告与被告民间借贷纠纷一案，因你下落不明，依照《中华人民共和国民事诉讼法》第九十二条之规定，向你公告送达民事判决书。自本公告发出之日起经过三十日即视为送达。如不服本判决，可在公告期满后十五日内向本院递交上诉状，并按对方当事人的人数提出副本，上诉于上一级人民法院。逾期本判决即发生法律效力。 — [40, 1189, 113, 1223]
notice-court-heading: 辽宁省大连市中级人民法院 — [507, 726, 558, 732]
notice-court-heading: 江苏省南京市中级人民法院 — [61, 363, 112, 369]
column-title: 5/8 中缝 — [255, 68, 320, 87]
notice-text: 本院受理原告诉被告买卖合同纠纷一案，现依法向你公告送达起诉状副本、应诉通知书、举证通知书、合议庭组成人员通知书及开庭传票。自公告之日起经过六十日即视为送达。提出答辩状的期限和举证期限为公告送达期满后的十五日内。本案定于举证期满后的第三日上午九时在本院审判庭公开开庭审理，逾期将依法缺席裁判。 — [263, 1672, 335, 1701]
notice-text: 本院受理申请人与被申请人申请执行一案，因你下落不明，现依法向你公告送达执行通知书、报告财产令、执行裁定书。自公告之日起经过六十日即视为送达。责令你在公告期满后三日内履行生效法律文书确定的义务，逾期不履行，本院将依法强制执行。 — [486, 365, 559, 391]
notice-text: 本院受理申请人申请公示催告一案，申请人因遗失银行承兑汇票一张，向本院申请公示催告。本院决定受理，依照《中华人民共和国民事诉讼法》第二百一十九条规定，现予公告。自公告之日起六十日内，利害关系人应向本院申报权利。届时如果无人申报权利，本院将依法作出判决，宣告上述票据无效。在公示催告期间，转让该票据的行为无效。 — [40, 2461, 113, 2495]
notice-text: 本院受理申请人申请公示催告一案，申请人因遗失银行承兑汇票一张，向本院申请公示催告。本院决定受理，依照《中华人民共和国民事诉讼法》第二百一十九条规定，现予公告。自公告之日起六十日内，利害关系人应向本院申报权利。届时如果无人申报权利，本院将依法作出判决，宣告上述票据无效。在公示催告期间，转让该票据的行为无效。 — [486, 118, 559, 152]
notice-text: 本院受理原告与被告民间借贷纠纷一案，因你下落不明，依照《中华人民共和国民事诉讼法》第九十二条之规定，向你公告送达民事判决书。自本公告发出之日起经过三十日即视为送达。如不服本判决，可在公告期满后十五日内向本院递交上诉状，并按对方当事人的人数提出副本，上诉于上一级人民法院。逾期本判决即发生法律效力。 — [263, 1962, 335, 1996]
notice-court-heading: 江苏省无锡市中级人民法院 — [395, 1512, 446, 1517]
notice-court-heading: 四川省雅安市中级人民法院 — [173, 1580, 224, 1586]
notice-court-heading: 重庆市第一中级人民法院 — [622, 192, 669, 197]
notice-text: 本院受理原告诉被告买卖合同纠纷一案，现依法向你公告送达起诉状副本、应诉通知书、举证通知书、合议庭组成人员通知书及开庭传票。自公告之日起经过六十日即视为送达。提出答辩状的期限和举证期限为公告送达期满后的十五日内。本案定于举证期满后的第三日上午九时在本院审判庭公开开庭审理，逾期将依法缺席裁判。 — [152, 357, 225, 386]
notice-text: 本院受理申请人与被申请人申请执行一案，因你下落不明，现依法向你公告送达执行通知书、报告财产令、执行裁定书。自公告之日起经过六十日即视为送达。责令你在公告期满后三日内履行生效法律文书确定的义务，逾期不履行，本院将依法强制执行。 — [40, 659, 113, 685]
notice-court-heading: 昆山市中级人民法院 — [296, 564, 335, 569]
notice-court-heading: 辽宁省大连市中级人民法院 — [507, 1456, 558, 1462]
notice-court-heading: 四川省雅安市中级人民法院 — [61, 2455, 112, 2461]
notice-text: 本院受理原告中国华融资产管理股份有限公司四川省分公司诉被告借款合同纠纷一案，现依法向你公告送达起诉状副本、应诉通知书、举证通知书、开庭传票及证据材料。自公告之日起经过三十日即视为送达。提出答辩状和举证的期限分别为公告期满后十五日和三十日内。并定于举证期满后第三日上午九时（遇法定节假日顺延）在本院第三法庭公开开庭审理，逾期将依法缺席判决。 — [40, 2372, 113, 2410]
notice-text: 本院受理原告与被告民间借贷纠纷一案，因你下落不明，依照《中华人民共和国民事诉讼法》第九十二条之规定，向你公告送达民事判决书。自本公告发出之日起经过三十日即视为送达。如不服本判决，可在公告期满后十五日内向本院递交上诉状，并按对方当事人的人数提出副本，上诉于上一级人民法院。逾期本判决即发生法律效力。 — [374, 203, 446, 237]
notice-court-heading: 辽宁省鞍山市立山区人民法院 — [56, 449, 112, 455]
notice-court-heading: 河南省郑州市中级人民法院 — [395, 1136, 446, 1142]
notice-text: 本院受理原告与被告民间借贷纠纷一案，因你下落不明，依照《中华人民共和国民事诉讼法》第九十二条之规定，向你公告送达民事判决书。自本公告发出之日起经过三十日即视为送达。如不服本判决，可在公告期满后十五日内向本院递交上诉状，并按对方当事人的人数提出副本，上诉于上一级人民法院。逾期本判决即发生法律效力。 — [374, 1842, 446, 1876]
lost-item: 遗失开户许可证，核准号，声明作废。遗失公章一枚，编号，特此声明作废。 — [597, 472, 670, 480]
notice-text: 本院受理原告中国华融资产管理股份有限公司四川省分公司诉被告借款合同纠纷一案，现依法向你公告送达起诉状副本、应诉通知书、举证通知书、开庭传票及证据材料。自公告之日起经过三十日即视为送达。提出答辩状和举证的期限分别为公告期满后十五日和三十日内。并定于举证期满后第三日上午九时（遇法定节假日顺延）在本院第三法庭公开开庭审理，逾期将依法缺席判决。 — [263, 890, 335, 929]
notice-court-heading: 辽宁省大连市中级人民法院 — [395, 1584, 446, 1590]
column-c1 — [33, 0, 115, 2576]
notice-text: 本院受理申请人与被申请人申请执行一案，因你下落不明，现依法向你公告送达执行通知书、报告财产令、执行裁定书。自公告之日起经过六十日即视为送达。责令你在公告期满后三日内履行生效法律文书确定的义务，逾期不履行，本院将依法强制执行。 — [40, 864, 113, 890]
notice-text: 本院受理原告诉被告买卖合同纠纷一案，现依法向你公告送达起诉状副本、应诉通知书、举证通知书、合议庭组成人员通知书及开庭传票。自公告之日起经过六十日即视为送达。提出答辩状的期限和举证期限为公告送达期满后的十五日内。本案定于举证期满后的第三日上午九时在本院审判庭公开开庭审理，逾期将依法缺席裁判。 — [486, 2449, 559, 2478]
notice-text: 本院受理申请人申请公示催告一案，申请人因遗失银行承兑汇票一张，向本院申请公示催告。本院决定受理，依照《中华人民共和国民事诉讼法》第二百一十九条规定，现予公告。自公告之日起六十日内，利害关系人应向本院申报权利。届时如果无人申报权利，本院将依法作出判决，宣告上述票据无效。在公示催告期间，转让该票据的行为无效。 — [152, 895, 225, 929]
notice-text: 本院受理申请人申请公示催告一案，申请人因遗失银行承兑汇票一张，向本院申请公示催告。本院决定受理，依照《中华人民共和国民事诉讼法》第二百一十九条规定，现予公告。自公告之日起六十日内，利害关系人应向本院申报权利。届时如果无人申报权利，本院将依法作出判决，宣告上述票据无效。在公示催告期间，转让该票据的行为无效。 — [40, 2256, 113, 2290]
notice-text: 本院受理申请人申请公示催告一案，申请人因遗失银行承兑汇票一张，向本院申请公示催告。本院决定受理，依照《中华人民共和国民事诉讼法》第二百一十九条规定，现予公告。自公告之日起六十日内，利害关系人应向本院申报权利。届时如果无人申报权利，本院将依法作出判决，宣告上述票据无效。在公示催告期间，转让该票据的行为无效。 — [486, 937, 559, 971]
notice-court-heading: 浙江省杭州市中级人民法院 — [173, 1299, 224, 1304]
notice-court-heading: 重庆市第一中级人民法院 — [288, 1341, 335, 1346]
notice-text: 本院受理申请人申请公示催告一案，申请人因遗失银行承兑汇票一张，向本院申请公示催告。本院决定受理，依照《中华人民共和国民事诉讼法》第二百一十九条规定，现予公告。自公告之日起六十日内，利害关系人应向本院申报权利。届时如果无人申报权利，本院将依法作出判决，宣告上述票据无效。在公示催告期间，转让该票据的行为无效。 — [597, 499, 670, 533]
notice-court-heading: 昆山市中级人民法院 — [407, 445, 446, 450]
notice-court-heading: 浙江省杭州市中级人民法院 — [61, 2161, 112, 2166]
notice-text: 本院受理原告中国华融资产管理股份有限公司四川省分公司诉被告借款合同纠纷一案，现依法向你公告送达起诉状副本、应诉通知书、举证通知书、开庭传票及证据材料。自公告之日起经过三十日即视为送达。提出答辩状和举证的期限分别为公告期满后十五日和三十日内。并定于举证期满后第三日上午九时（遇法定节假日顺延）在本院第三法庭公开开庭审理，逾期将依法缺席判决。 — [486, 1257, 559, 1296]
notice-court-heading: 辽宁省鞍山市立山区人民法院 — [168, 1785, 224, 1790]
notice-text: 本院受理原告诉被告买卖合同纠纷一案，现依法向你公告送达起诉状副本、应诉通知书、举证通知书、合议庭组成人员通知书及开庭传票。自公告之日起经过六十日即视为送达。提出答辩状的期限和举证期限为公告送达期满后的十五日内。本案定于举证期满后的第三日上午九时在本院审判庭公开开庭审理，逾期将依法缺席裁判。 — [40, 489, 113, 519]
notice-court-heading: 四川省遂宁市中级人民法院 — [395, 1264, 446, 1270]
notice-court-heading: 四川省遂宁市中级人民法院 — [395, 1994, 446, 2000]
column-body — [261, 117, 337, 2576]
notice-text: 本院受理申请人申请公示催告一案，申请人因遗失银行承兑汇票一张，向本院申请公示催告。本院决定受理，依照《中华人民共和国民事诉讼法》第二百一十九条规定，现予公告。自公告之日起六十日内，利害关系人应向本院申报权利。届时如果无人申报权利，本院将依法作出判决，宣告上述票据无效。在公示催告期间，转让该票据的行为无效。 — [152, 1509, 225, 1543]
notice-text: 本院受理原告诉被告买卖合同纠纷一案，现依法向你公告送达起诉状副本、应诉通知书、举证通知书、合议庭组成人员通知书及开庭传票。自公告之日起经过六十日即视为送达。提出答辩状的期限和举证期限为公告送达期满后的十五日内。本案定于举证期满后的第三日上午九时在本院审判庭公开开庭审理，逾期将依法缺席裁判。 — [263, 237, 335, 267]
notice-text: 本院受理原告与被告民间借贷纠纷一案，因你下落不明，依照《中华人民共和国民事诉讼法》第九十二条之规定，向你公告送达民事判决书。自本公告发出之日起经过三十日即视为送达。如不服本判决，可在公告期满后十五日内向本院递交上诉状，并按对方当事人的人数提出副本，上诉于上一级人民法院。逾期本判决即发生法律效力。 — [40, 2213, 113, 2248]
notice-text: 本院受理申请人申请公示催告一案，申请人因遗失银行承兑汇票一张，向本院申请公示催告。本院决定受理，依照《中华人民共和国民事诉讼法》第二百一十九条规定，现予公告。自公告之日起六十日内，利害关系人应向本院申报权利。届时如果无人申报权利，本院将依法作出判决，宣告上述票据无效。在公示催告期间，转让该票据的行为无效。 — [40, 1436, 113, 1471]
notice-text: 本院受理申请人申请公示催告一案，申请人因遗失银行承兑汇票一张，向本院申请公示催告。本院决定受理，依照《中华人民共和国民事诉讼法》第二百一十九条规定，现予公告。自公告之日起六十日内，利害关系人应向本院申报权利。届时如果无人申报权利，本院将依法作出判决，宣告上述票据无效。在公示催告期间，转让该票据的行为无效。 — [263, 2210, 335, 2244]
notice-text: 本院受理原告中国华融资产管理股份有限公司四川省分公司诉被告借款合同纠纷一案，现依法向你公告送达起诉状副本、应诉通知书、举证通知书、开庭传票及证据材料。自公告之日起经过三十日即视为送达。提出答辩状和举证的期限分别为公告期满后十五日和三十日内。并定于举证期满后第三日上午九时（遇法定节假日顺延）在本院第三法庭公开开庭审理，逾期将依法缺席判决。 — [486, 233, 559, 271]
notice-text: 本院受理原告与被告民间借贷纠纷一案，因你下落不明，依照《中华人民共和国民事诉讼法》第九十二条之规定，向你公告送达民事判决书。自本公告发出之日起经过三十日即视为送达。如不服本判决，可在公告期满后十五日内向本院递交上诉状，并按对方当事人的人数提出副本，上诉于上一级人民法院。逾期本判决即发生法律效力。 — [374, 818, 446, 852]
notice-court-heading: 辽宁省大连市中级人民法院 — [507, 2204, 558, 2209]
notice-text: 本院受理申请人与被申请人申请执行一案，因你下落不明，现依法向你公告送达执行通知书、报告财产令、执行裁定书。自公告之日起经过六十日即视为送达。责令你在公告期满后三日内履行生效法律文书确定的义务，逾期不履行，本院将依法强制执行。 — [152, 1757, 225, 1783]
notice-text: 本院受理原告与被告民间借贷纠纷一案，因你下落不明，依照《中华人民共和国民事诉讼法》第九十二条之规定，向你公告送达民事判决书。自本公告发出之日起经过三十日即视为送达。如不服本判决，可在公告期满后十五日内向本院递交上诉状，并按对方当事人的人数提出副本，上诉于上一级人民法院。逾期本判决即发生法律效力。 — [486, 895, 559, 929]
lost-item: 遗失声明：本人不慎遗失身份证，证号作废，特此声明。遗失营业执照正副本，统一社会信用代码遗失作废。 — [597, 973, 670, 986]
notice-text: 本院受理申请人与被申请人申请执行一案，因你下落不明，现依法向你公告送达执行通知书、报告财产令、执行裁定书。自公告之日起经过六十日即视为送达。责令你在公告期满后三日内履行生效法律文书确定的义务，逾期不履行，本院将依法强制执行。 — [486, 2414, 559, 2440]
notice-text: 本院受理原告中国华融资产管理股份有限公司四川省分公司诉被告借款合同纠纷一案，现依法向你公告送达起诉状副本、应诉通知书、举证通知书、开庭传票及证据材料。自公告之日起经过三十日即视为送达。提出答辩状和举证的期限分别为公告期满后十五日和三十日内。并定于举证期满后第三日上午九时（遇法定节假日顺延）在本院第三法庭公开开庭审理，逾期将依法缺席判决。 — [486, 2487, 559, 2525]
notice-text: 本院受理原告与被告民间借贷纠纷一案，因你下落不明，依照《中华人民共和国民事诉讼法》第九十二条之规定，向你公告送达民事判决书。自本公告发出之日起经过三十日即视为送达。如不服本判决，可在公告期满后十五日内向本院递交上诉状，并按对方当事人的人数提出副本，上诉于上一级人民法院。逾期本判决即发生法律效力。 — [486, 1919, 559, 1953]
notice-text: 本院受理申请人与被申请人申请执行一案，因你下落不明，现依法向你公告送达执行通知书、报告财产令、执行裁定书。自公告之日起经过六十日即视为送达。责令你在公告期满后三日内履行生效法律文书确定的义务，逾期不履行，本院将依法强制执行。 — [152, 2372, 225, 2397]
notice-court-heading: 辽宁省鞍山市立山区人民法院 — [56, 1183, 112, 1189]
notice-court-heading: 河南省郑州市中级人民法院 — [284, 522, 335, 527]
notice-court-heading: 重庆市第一中级人民法院 — [65, 858, 112, 864]
lost-item: 遗失营业执照正副本，统一社会信用代码遗失作废。遗失开户许可证，核准号，声明作废。 — [597, 816, 670, 824]
notice-text: 本院受理原告与被告民间借贷纠纷一案，因你下落不明，依照《中华人民共和国民事诉讼法》第九十二条之规定，向你公告送达民事判决书。自本公告发出之日起经过三十日即视为送达。如不服本判决，可在公告期满后十五日内向本院递交上诉状，并按对方当事人的人数提出副本，上诉于上一级人民法院。逾期本判决即发生法律效力。 — [263, 2372, 335, 2406]
notice-text: 本院受理申请人申请公示催告一案，申请人因遗失银行承兑汇票一张，向本院申请公示催告。本院决定受理，依照《中华人民共和国民事诉讼法》第二百一十九条规定，现予公告。自公告之日起六十日内，利害关系人应向本院申报权利。届时如果无人申报权利，本院将依法作出判决，宣告上述票据无效。在公示催告期间，转让该票据的行为无效。 — [486, 2167, 559, 2201]
notice-text: 本院受理原告中国华融资产管理股份有限公司四川省分公司诉被告借款合同纠纷一案，现依法向你公告送达起诉状副本、应诉通知书、举证通知书、开庭传票及证据材料。自公告之日起经过三十日即视为送达。提出答辩状和举证的期限分别为公告期满后十五日和三十日内。并定于举证期满后第三日上午九时（遇法定节假日顺延）在本院第三法庭公开开庭审理，逾期将依法缺席判决。 — [40, 1757, 113, 1795]
notice-court-heading: 贵州省遵义市中级人民法院 — [284, 1836, 335, 1842]
notice-text: 本院受理申请人与被申请人申请执行一案，因你下落不明，现依法向你公告送达执行通知书、报告财产令、执行裁定书。自公告之日起经过六十日即视为送达。责令你在公告期满后三日内履行生效法律文书确定的义务，逾期不履行，本院将依法强制执行。 — [374, 1928, 446, 1953]
notice-court-heading: 安徽省宣城市人民法院 — [181, 1871, 224, 1876]
column-body — [372, 117, 448, 2576]
notice-text: 本院受理申请人申请公示催告一案，申请人因遗失银行承兑汇票一张，向本院申请公示催告。本院决定受理，依照《中华人民共和国民事诉讼法》第二百一十九条规定，现予公告。自公告之日起六十日内，利害关系人应向本院申报权利。届时如果无人申报权利，本院将依法作出判决，宣告上述票据无效。在公示催告期间，转让该票据的行为无效。 — [374, 1680, 446, 1714]
notice-court-heading: 贵州省遵义市中级人民法院 — [618, 876, 669, 882]
lost-item: 遗失营业执照正副本，统一社会信用代码遗失作废。遗失开户许可证，核准号，声明作废。 — [597, 899, 670, 907]
notice-court-heading: 四川省宜宾市中级人民法院 — [284, 2246, 335, 2252]
notice-court-heading: 江苏省苏州市中级人民法院 — [507, 1299, 558, 1304]
notice-text: 本院受理申请人申请公示催告一案，申请人因遗失银行承兑汇票一张，向本院申请公示催告。本院决定受理，依照《中华人民共和国民事诉讼法》第二百一十九条规定，现予公告。自公告之日起六十日内，利害关系人应向本院申报权利。届时如果无人申报权利，本院将依法作出判决，宣告上述票据无效。在公示催告期间，转让该票据的行为无效。 — [486, 732, 559, 766]
notice-court-heading: 贵州省遵义市中级人民法院 — [173, 1956, 224, 1961]
notice-text: 本院受理申请人申请公示催告一案，申请人因遗失银行承兑汇票一张，向本院申请公示催告。本院决定受理，依照《中华人民共和国民事诉讼法》第二百一十九条规定，现予公告。自公告之日起六十日内，利害关系人应向本院申报权利。届时如果无人申报权利，本院将依法作出判决，宣告上述票据无效。在公示催告期间，转让该票据的行为无效。 — [486, 2372, 559, 2406]
notice-court-heading: 四川省雅安市中级人民法院 — [284, 2204, 335, 2209]
lost-item: 遗失开户许可证，核准号，声明作废。遗失公章一枚，编号，特此声明作废。 — [597, 1306, 670, 1314]
notice-court-heading: 江苏省苏州市中级人民法院 — [395, 692, 446, 698]
notice-court-heading: 四川省成都市中级人民法院 — [284, 2161, 335, 2166]
notice-text: 本院受理申请人与被申请人申请执行一案，因你下落不明，现依法向你公告送达执行通知书、报告财产令、执行裁定书。自公告之日起经过六十日即视为送达。责令你在公告期满后三日内履行生效法律文书确定的义务，逾期不履行，本院将依法强制执行。 — [263, 1637, 335, 1663]
notice-text: 本院受理原告与被告民间借贷纠纷一案，因你下落不明，依照《中华人民共和国民事诉讼法》第九十二条之规定，向你公告送达民事判决书。自本公告发出之日起经过三十日即视为送达。如不服本判决，可在公告期满后十五日内向本院递交上诉状，并按对方当事人的人数提出副本，上诉于上一级人民法院。逾期本判决即发生法律效力。 — [374, 2047, 446, 2081]
lost-item: 遗失开户许可证，核准号，声明作废。遗失公章一枚，编号，特此声明作废。 — [597, 554, 670, 562]
notice-court-heading: 江苏省南京市中级人民法院 — [284, 2319, 335, 2324]
notice-court-heading: 浙江省杭州市中级人民法院 — [395, 1789, 446, 1795]
notice-text: 本院受理原告与被告民间借贷纠纷一案，因你下落不明，依照《中华人民共和国民事诉讼法》第九十二条之规定，向你公告送达民事判决书。自本公告发出之日起经过三十日即视为送达。如不服本判决，可在公告期满后十五日内向本院递交上诉状，并按对方当事人的人数提出副本，上诉于上一级人民法院。逾期本判决即发生法律效力。 — [40, 1394, 113, 1428]
notice-court-heading: 四川省成都市中级人民法院 — [395, 2041, 446, 2047]
notice-text: 本院受理原告与被告民间借贷纠纷一案，因你下落不明，依照《中华人民共和国民事诉讼法》第九十二条之规定，向你公告送达民事判决书。自本公告发出之日起经过三十日即视为送达。如不服本判决，可在公告期满后十五日内向本院递交上诉状，并按对方当事人的人数提出副本，上诉于上一级人民法院。逾期本判决即发生法律效力。 — [152, 237, 225, 271]
notice-court-heading: 山东省济南市中级人民法院 — [61, 1473, 112, 1479]
notice-text: 本院受理原告与被告民间借贷纠纷一案，因你下落不明，依照《中华人民共和国民事诉讼法》第九十二条之规定，向你公告送达民事判决书。自本公告发出之日起经过三十日即视为送达。如不服本判决，可在公告期满后十五日内向本院递交上诉状，并按对方当事人的人数提出副本，上诉于上一级人民法院。逾期本判决即发生法律效力。 — [374, 1023, 446, 1057]
notice-court-heading: 四川省宜宾市中级人民法院 — [395, 2127, 446, 2132]
notice-court-heading: 安徽省宣城市人民法院 — [70, 522, 112, 527]
notice-text: 本院受理原告中国华融资产管理股份有限公司四川省分公司诉被告借款合同纠纷一案，现依法向你公告送达起诉状副本、应诉通知书、举证通知书、开庭传票及证据材料。自公告之日起经过三十日即视为送达。提出答辩状和举证的期限分别为公告期满后十五日和三十日内。并定于举证期满后第三日上午九时（遇法定节假日顺延）在本院第三法庭公开开庭审理，逾期将依法缺席判决。 — [263, 685, 335, 724]
lost-item: 遗失公章一枚，编号，特此声明作废。遗失声明：本人不慎遗失身份证，证号作废，特此声明。 — [597, 1227, 670, 1239]
notice-text: 本院受理原告中国华融资产管理股份有限公司四川省分公司诉被告借款合同纠纷一案，现依法向你公告送达起诉状副本、应诉通知书、举证通知书、开庭传票及证据材料。自公告之日起经过三十日即视为送达。提出答辩状和举证的期限分别为公告期满后十五日和三十日内。并定于举证期满后第三日上午九时（遇法定节假日顺延）在本院第三法庭公开开庭审理，逾期将依法缺席判决。 — [152, 1214, 225, 1253]
notice-text: 本院受理申请人与被申请人申请执行一案，因你下落不明，现依法向你公告送达执行通知书、报告财产令、执行裁定书。自公告之日起经过六十日即视为送达。责令你在公告期满后三日内履行生效法律文书确定的义务，逾期不履行，本院将依法强制执行。 — [486, 980, 559, 1006]
notice-text: 本院受理申请人申请公示催告一案，申请人因遗失银行承兑汇票一张，向本院申请公示催告。本院决定受理，依照《中华人民共和国民事诉讼法》第二百一十九条规定，现予公告。自公告之日起六十日内，利害关系人应向本院申报权利。届时如果无人申报权利，本院将依法作出判决，宣告上述票据无效。在公示催告期间，转让该票据的行为无效。 — [152, 1919, 225, 1953]
notice-text: 本院受理申请人与被申请人申请执行一案，因你下落不明，现依法向你公告送达执行通知书、报告财产令、执行裁定书。自公告之日起经过六十日即视为送达。责令你在公告期满后三日内履行生效法律文书确定的义务，逾期不履行，本院将依法强制执行。 — [486, 2210, 559, 2235]
column-header-bar: 公告专栏 — [595, 104, 672, 117]
notice-text: 本院受理原告中国华融资产管理股份有限公司四川省分公司诉被告借款合同纠纷一案，现依法向你公告送达起诉状副本、应诉通知书、举证通知书、开庭传票及证据材料。自公告之日起经过三十日即视为送达。提出答辩状和举证的期限分别为公告期满后十五日和三十日内。并定于举证期满后第三日上午九时（遇法定节假日顺延）在本院第三法庭公开开庭审理，逾期将依法缺席判决。 — [597, 566, 670, 604]
notice-court-heading: 山东省济南市中级人民法院 — [61, 726, 112, 732]
notice-text: 本院受理申请人与被申请人申请执行一案，因你下落不明，现依法向你公告送达执行通知书、报告财产令、执行裁定书。自公告之日起经过六十日即视为送达。责令你在公告期满后三日内履行生效法律文书确定的义务，逾期不履行，本院将依法强制执行。 — [40, 250, 113, 275]
notice-text: 本院受理原告诉被告买卖合同纠纷一案，现依法向你公告送达起诉状副本、应诉通知书、举证通知书、合议庭组成人员通知书及开庭传票。自公告之日起经过六十日即视为送达。提出答辩状的期限和举证期限为公告送达期满后的十五日内。本案定于举证期满后的第三日上午九时在本院审判庭公开开庭审理，逾期将依法缺席裁判。 — [152, 1791, 225, 1821]
notice-court-heading: 辽宁省鞍山市立山区人民法院 — [168, 317, 224, 322]
notice-court-heading: 安徽省宣城市人民法院 — [403, 897, 446, 902]
notice-text: 本院受理申请人与被申请人申请执行一案，因你下落不明，现依法向你公告送达执行通知书、报告财产令、执行裁定书。自公告之日起经过六十日即视为送达。责令你在公告期满后三日内履行生效法律文书确定的义务，逾期不履行，本院将依法强制执行。 — [374, 493, 446, 519]
notice-text: 本院受理原告诉被告买卖合同纠纷一案，现依法向你公告送达起诉状副本、应诉通知书、举证通知书、合议庭组成人员通知书及开庭传票。自公告之日起经过六十日即视为送达。提出答辩状的期限和举证期限为公告送达期满后的十五日内。本案定于举证期满后的第三日上午九时在本院审判庭公开开庭审理，逾期将依法缺席裁判。 — [486, 1629, 559, 1658]
notice-text: 本院受理原告诉被告买卖合同纠纷一案，现依法向你公告送达起诉状副本、应诉通知书、举证通知书、合议庭组成人员通知书及开庭传票。自公告之日起经过六十日即视为送达。提出答辩状的期限和举证期限为公告送达期满后的十五日内。本案定于举证期满后的第三日上午九时在本院审判庭公开开庭审理，逾期将依法缺席裁判。 — [263, 2491, 335, 2521]
notice-text: 本院受理申请人申请公示催告一案，申请人因遗失银行承兑汇票一张，向本院申请公示催告。本院决定受理，依照《中华人民共和国民事诉讼法》第二百一十九条规定，现予公告。自公告之日起六十日内，利害关系人应向本院申报权利。届时如果无人申报权利，本院将依法作出判决，宣告上述票据无效。在公示催告期间，转让该票据的行为无效。 — [374, 451, 446, 485]
notice-text: 本院受理原告中国华融资产管理股份有限公司四川省分公司诉被告借款合同纠纷一案，现依法向你公告送达起诉状副本、应诉通知书、举证通知书、开庭传票及证据材料。自公告之日起经过三十日即视为送达。提出答辩状和举证的期限分别为公告期满后十五日和三十日内。并定于举证期满后第三日上午九时（遇法定节假日顺延）在本院第三法庭公开开庭审理，逾期将依法缺席判决。 — [263, 2120, 335, 2158]
notice-text: 本院受理原告中国华融资产管理股份有限公司四川省分公司诉被告借款合同纠纷一案，现依法向你公告送达起诉状副本、应诉通知书、举证通知书、开庭传票及证据材料。自公告之日起经过三十日即视为送达。提出答辩状和举证的期限分别为公告期满后十五日和三十日内。并定于举证期满后第三日上午九时（遇法定节假日顺延）在本院第三法庭公开开庭审理，逾期将依法缺席判决。 — [374, 1385, 446, 1424]
notice-court-heading: 辽宁省大连市中级人民法院 — [395, 855, 446, 860]
notice-text: 本院受理申请人与被申请人申请执行一案，因你下落不明，现依法向你公告送达执行通知书、报告财产令、执行裁定书。自公告之日起经过六十日即视为送达。责令你在公告期满后三日内履行生效法律文书确定的义务，逾期不履行，本院将依法强制执行。 — [40, 1069, 113, 1095]
notice-court-heading: 江苏省苏州市中级人民法院 — [173, 931, 224, 937]
notice-text: 本院受理申请人与被申请人申请执行一案，因你下落不明，现依法向你公告送达执行通知书、报告财产令、执行裁定书。自公告之日起经过六十日即视为送达。责令你在公告期满后三日内履行生效法律文书确定的义务，逾期不履行，本院将依法强制执行。 — [263, 2047, 335, 2073]
notice-text: 本院受理申请人与被申请人申请执行一案，因你下落不明，现依法向你公告送达执行通知书、报告财产令、执行裁定书。自公告之日起经过六十日即视为送达。责令你在公告期满后三日内履行生效法律文书确定的义务，逾期不履行，本院将依法强制执行。 — [486, 570, 559, 596]
notice-court-heading: 四川省成都市中级人民法院 — [395, 560, 446, 566]
notice-court-heading: 江苏省无锡市中级人民法院 — [173, 2485, 224, 2491]
notice-court-heading: 江苏省南京市中级人民法院 — [507, 2071, 558, 2077]
notice-text: 本院受理原告中国华融资产管理股份有限公司四川省分公司诉被告借款合同纠纷一案，现依法向你公告送达起诉状副本、应诉通知书、举证通知书、开庭传票及证据材料。自公告之日起经过三十日即视为送达。提出答辩状和举证的期限分别为公告期满后十五日和三十日内。并定于举证期满后第三日上午九时（遇法定节假日顺延）在本院第三法庭公开开庭审理，逾期将依法缺席判决。 — [374, 361, 446, 399]
notice-text: 本院受理申请人申请公示催告一案，申请人因遗失银行承兑汇票一张，向本院申请公示催告。本院决定受理，依照《中华人民共和国民事诉讼法》第二百一十九条规定，现予公告。自公告之日起六十日内，利害关系人应向本院申报权利。届时如果无人申报权利，本院将依法作出判决，宣告上述票据无效。在公示催告期间，转让该票据的行为无效。 — [486, 1962, 559, 1996]
notice-court-heading: 江苏省南京市中级人民法院 — [395, 2199, 446, 2205]
notice-court-heading: 四川省成都市中级人民法院 — [507, 432, 558, 437]
